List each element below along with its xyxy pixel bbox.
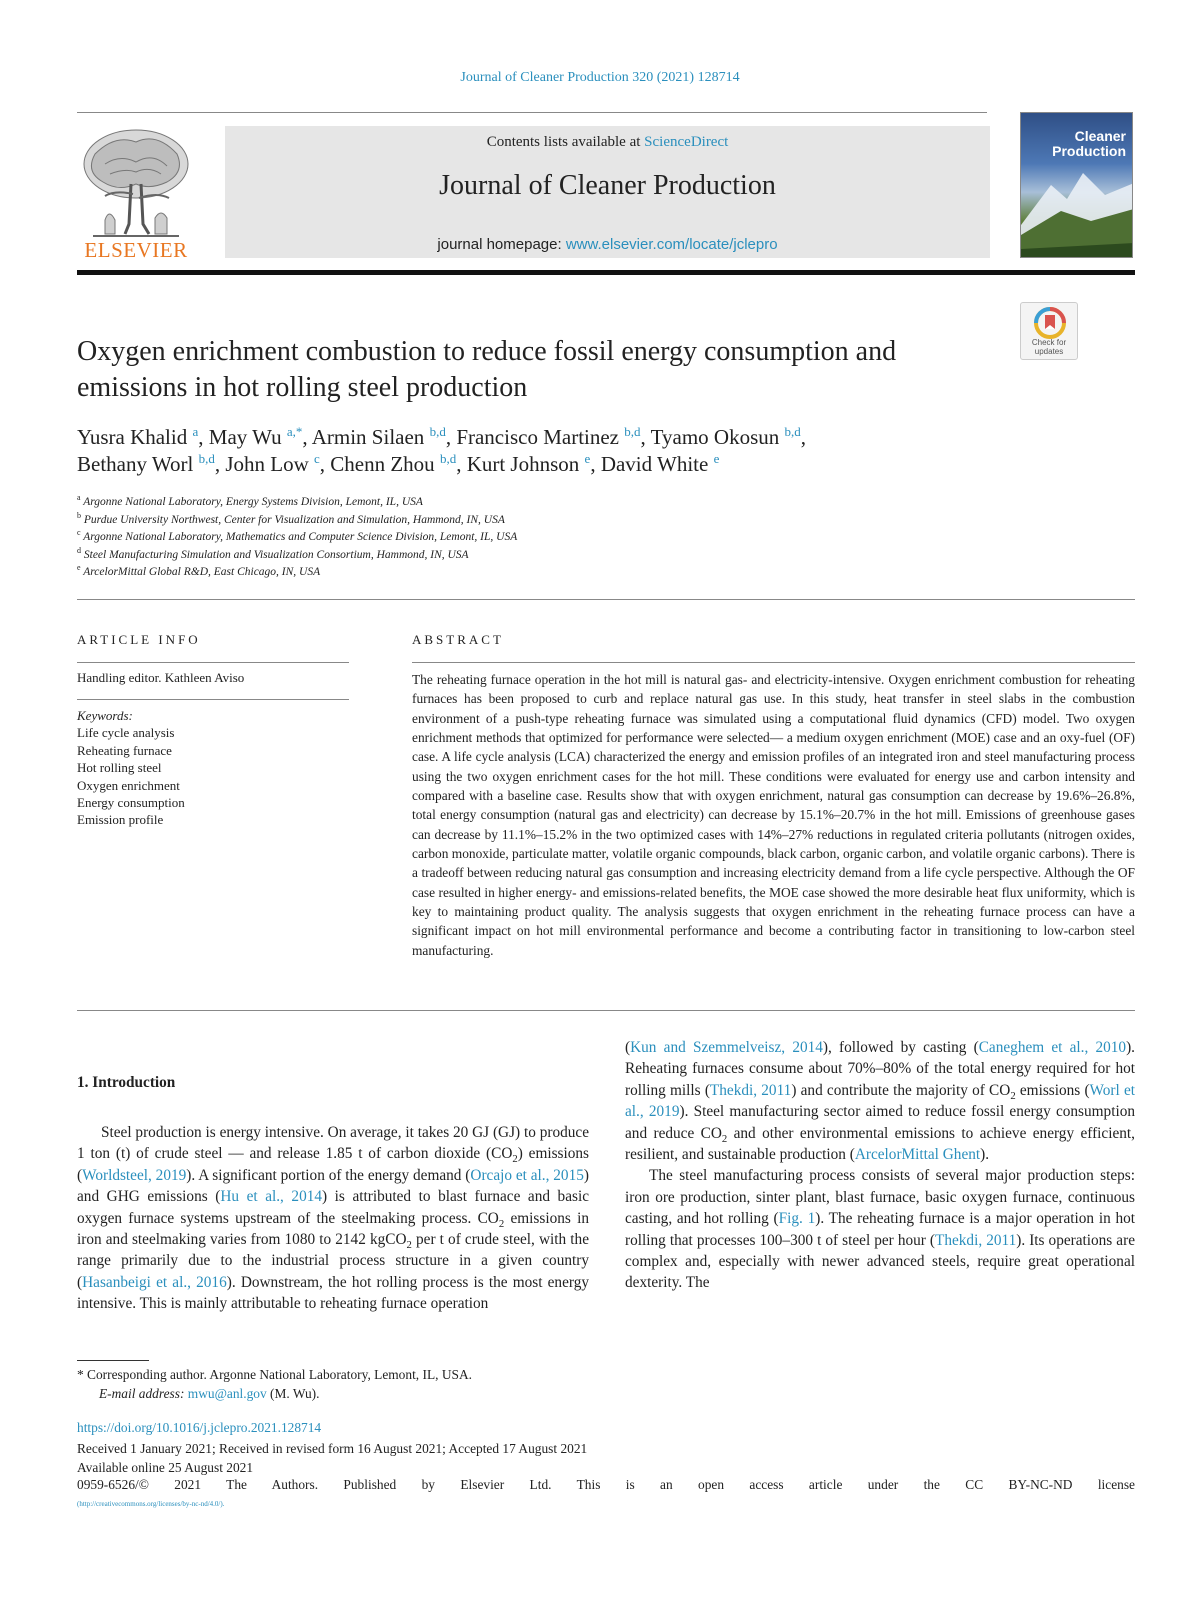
footnote-marker: * (77, 1367, 84, 1382)
keyword-item: Oxygen enrichment (77, 777, 180, 793)
author-name[interactable]: John Low (225, 452, 309, 476)
citation-link[interactable]: Caneghem et al., 2010 (978, 1039, 1127, 1056)
email-suffix: (M. Wu). (266, 1386, 320, 1401)
affiliation-key: d (77, 545, 81, 555)
received-dates: Received 1 January 2021; Received in revised form 16 August 2021; Accepted 17 August 2021 (77, 1441, 588, 1456)
author-name[interactable]: Chenn Zhou (330, 452, 435, 476)
homepage-prefix: journal homepage: (437, 236, 566, 253)
author-affiliation-mark[interactable]: a (192, 424, 199, 439)
abstract-rule (412, 662, 1135, 663)
header-thick-rule (77, 270, 1135, 275)
journal-homepage-line (225, 236, 990, 253)
body-paragraph: The steel manufacturing process consists of several major production steps: iron ore production, sinter plant, blast furnace, basic oxygen furnace, continuous casting, and hot rolling (Fig. 1). The reheating furnace is a major operation in hot rolling that processes 100–300 t of steel per hour (Thekdi, 2011). Its operations are complex and, especially with newer advanced steels, require great operational dexterity. The (625, 1167, 1135, 1292)
sciencedirect-link[interactable]: ScienceDirect (644, 134, 729, 150)
citation-link[interactable]: Kun and Szemmelveisz, 2014 (630, 1039, 823, 1056)
journal-cover-image[interactable] (1020, 112, 1133, 258)
check-for-updates-badge[interactable] (1020, 302, 1078, 360)
author-name[interactable]: Kurt Johnson (466, 452, 580, 476)
affiliation-key: b (77, 510, 81, 520)
footnote-rule (77, 1360, 149, 1361)
citation-link[interactable]: Thekdi, 2011 (709, 1081, 792, 1099)
journal-title: Journal of Cleaner Production (439, 170, 776, 201)
cover-mountain-graphic (1021, 165, 1133, 258)
keyword-item: Emission profile (77, 812, 164, 828)
author-affiliation-mark[interactable]: e (713, 451, 720, 466)
author-affiliation-mark[interactable]: b,d (624, 424, 641, 439)
cover-title-line2: Production (1052, 143, 1126, 159)
affiliation-key: e (77, 563, 81, 573)
affiliation-item (77, 494, 877, 512)
keywords-rule (77, 699, 349, 700)
elsevier-wordmark[interactable]: ELSEVIER (84, 238, 188, 262)
footnote-line (77, 1365, 472, 1384)
available-online: Available online 25 August 2021 (77, 1460, 254, 1475)
keywords-block (77, 707, 185, 829)
author-name[interactable]: May Wu (208, 425, 282, 449)
email-label: E-mail address: (99, 1386, 185, 1401)
affiliation-text: Purdue University Northwest, Center for Visualization and Simulation, Hammond, IN, USA (83, 513, 505, 526)
citation-link[interactable]: Hu et al., 2014 (220, 1188, 323, 1206)
author-name[interactable]: Tyamo Okosun (650, 425, 780, 449)
affiliation-text: Argonne National Laboratory, Mathematics and Computer Science Division, Lemont, IL, USA (83, 531, 518, 543)
author-affiliation-mark[interactable]: b,d (784, 424, 801, 439)
crossmark-label: Check for updates (1031, 338, 1067, 356)
corresponding-author-footnote (77, 1365, 472, 1403)
article-title: Oxygen enrichment combustion to reduce fossil energy consumption and emissions in hot rolling steel production (77, 336, 897, 403)
handling-editor: Handling editor. Kathleen Aviso (77, 670, 245, 685)
keyword-item: Life cycle analysis (77, 725, 175, 741)
author-affiliation-mark[interactable]: a,* (286, 424, 303, 439)
author-name[interactable]: Yusra Khalid (77, 425, 188, 449)
affiliation-key: a (77, 493, 81, 503)
keyword-item: Hot rolling steel (77, 760, 162, 776)
crossmark-icon (1021, 303, 1079, 343)
body-column-left (77, 1122, 589, 1315)
body-paragraph: Steel production is energy intensive. On average, it takes 20 GJ (GJ) to produce 1 ton (t) of crude steel — and release 1.85 t of carbon dioxide $(CO_2)$ emissions (Worldsteel, 2019). A significant portion of the energy demand (Orcajo et al., 2015) and GHG emissions (Hu et al., 2014) is attributed to blast furnace and basic oxygen furnace systems upstream of the steelmaking process. $CO_2$ emissions in iron and steelmaking varies from 1080 to 2142 kgCO$_2$ per t of crude steel, with the range primarily due to the industrial process structure in a given country (Hasanbeigi et al., 2016). Downstream, the hot rolling process is the most energy intensive. This is mainly attributable to reheating furnace operation (77, 1124, 589, 1313)
email-link[interactable]: mwu@anl.gov (187, 1386, 267, 1401)
affiliation-text: Steel Manufacturing Simulation and Visualization Consortium, Hammond, IN, USA (83, 548, 469, 561)
article-info-rule (77, 662, 349, 663)
citation-link[interactable]: Worl et al., 2019 (625, 1081, 1136, 1121)
citation-link[interactable]: Hasanbeigi et al., 2016 (82, 1273, 227, 1291)
author-affiliation-mark[interactable]: b,d (439, 451, 457, 466)
affiliation-list (77, 494, 877, 582)
affiliation-text: Argonne National Laboratory, Energy Systems Division, Lemont, IL, USA (83, 496, 423, 508)
license-url-link[interactable]: (http://creativecommons.org/licenses/by-nc-nd/4.0/). (77, 1500, 225, 1508)
author-list: Yusra Khalid $^a$, May Wu $^{a,*}$, Armin Silaen $^{b,d}$, Francisco Martinez $^{b,d}$, Tyamo Okosun $^{b,d}$, Bethany Worl $^{b,d}$, John Low $^c$, Chenn Zhou $^{b,d}$, Kurt Johnson $^e$, David White $^e$ (77, 424, 806, 476)
citation-link[interactable]: Worldsteel, 2019 (82, 1166, 187, 1184)
author-affiliation-mark[interactable]: b,d (429, 424, 446, 439)
cover-title (1052, 129, 1126, 159)
author-affiliation-mark[interactable]: c (314, 451, 320, 466)
divider-rule (77, 1010, 1135, 1011)
figure-link[interactable]: Fig. 1 (778, 1210, 816, 1228)
affiliation-item (77, 512, 877, 530)
author-name[interactable]: Francisco Martinez (456, 425, 620, 449)
journal-homepage-link[interactable]: www.elsevier.com/locate/jclepro (565, 236, 778, 253)
journal-reference[interactable]: Journal of Cleaner Production 320 (2021) 128714 (460, 70, 740, 85)
affiliation-item (77, 547, 877, 565)
keywords-label: Keywords: (77, 708, 133, 723)
journal-banner (225, 126, 990, 258)
keyword-item: Reheating furnace (77, 742, 172, 758)
footnote-text: Corresponding author. Argonne National Laboratory, Lemont, IL, USA. (83, 1367, 472, 1382)
author-name[interactable]: Armin Silaen (311, 425, 425, 449)
doi-link[interactable]: https://doi.org/10.1016/j.jclepro.2021.128714 (77, 1420, 322, 1435)
author-affiliation-mark[interactable]: b,d (198, 451, 215, 466)
divider-rule (77, 599, 1135, 600)
affiliation-item (77, 564, 877, 582)
affiliation-key: c (77, 528, 81, 538)
keyword-item: Energy consumption (77, 795, 185, 811)
citation-link[interactable]: Thekdi, 2011 (935, 1231, 1017, 1249)
section-heading-introduction: 1. Introduction (77, 1074, 176, 1091)
affiliation-item (77, 529, 877, 547)
contents-available-line (225, 134, 990, 151)
license-statement: 0959-6526/© 2021 The Authors. Published by Elsevier Ltd. This is an open access article under the CC BY-NC-ND license (77, 1477, 1135, 1492)
body-column-right (625, 1037, 1135, 1294)
header-top-rule (77, 112, 987, 113)
article-dates (77, 1439, 587, 1477)
footnote-email-line (77, 1384, 472, 1403)
cover-title-line1: Cleaner (1074, 128, 1126, 144)
author-name[interactable]: David White (600, 452, 709, 476)
author-affiliation-mark[interactable]: e (584, 451, 591, 466)
article-info-heading: ARTICLE INFO (77, 632, 201, 647)
citation-link[interactable]: ArcelorMittal Ghent (854, 1146, 981, 1164)
contents-prefix: Contents lists available at (486, 134, 645, 150)
abstract-heading: ABSTRACT (412, 632, 504, 647)
citation-link[interactable]: Orcajo et al., 2015 (470, 1166, 584, 1184)
affiliation-text: ArcelorMittal Global R&D, East Chicago, IN, USA (83, 566, 321, 578)
abstract-text: The reheating furnace operation in the hot mill is natural gas- and electricity-intensive. Oxygen enrichment combustion for reheating furnaces has been proposed to curb and replace natural gas use. In this study, heat transfer in steel slabs in the combustion environment of a push-type reheating furnace was simulated using a computational fluid dynamics (CFD) model. Two oxygen enrichment methods that optimized for performance were selected— a medium oxygen enrichment (MOE) case and an oxy-fuel (OF) case. A life cycle analysis (LCA) characterized the energy and emission profiles of an integrated iron and steel manufacturing process using the two oxygen enrichment cases for the hot mill. These conditions were evaluated for energy use and carbon intensity and compared with a baseline case. Results show that with oxygen enrichment, natural gas consumption can decrease by 19.6%–26.8%, total energy consumption (natural gas and electricity) can decrease by 15.1%–20.7% in the hot mill. Emissions of greenhouse gases can decrease by 11.1%–15.2% in the two optimized cases with 14%–27% reductions in regulated criteria pollutants (nitrogen oxides, carbon monoxide, particulate matter, volatile organic compounds, black carbon, organic carbon, and volatile organic carbons). There is a tradeoff between reducing natural gas consumption and increasing electricity demand from a life cycle perspective. Although the OF case resulted in higher energy- and emissions-related benefits, the MOE case showed the more desirable heat flux uniformity, which is key to maintaining product quality. The analysis suggests that oxygen enrichment in the reheating furnace process can have a significant impact on hot mill environmental performance and become a contributing factor in transitioning to low-carbon steel manufacturing. (412, 672, 1135, 958)
body-paragraph: (Kun and Szemmelveisz, 2014), followed by casting (Caneghem et al., 2010). Reheating furnaces consume about 70%–80% of the total energy required for hot rolling mills (Thekdi, 2011) and contribute the majority of $CO_2$ emissions (Worl et al., 2019). Steel manufacturing sector aimed to reduce fossil energy consumption and reduce $CO_2$ and other environmental emissions to achieve energy efficient, resilient, and sustainable production (ArcelorMittal Ghent). (625, 1039, 1136, 1164)
author-name[interactable]: Bethany Worl (77, 452, 194, 476)
